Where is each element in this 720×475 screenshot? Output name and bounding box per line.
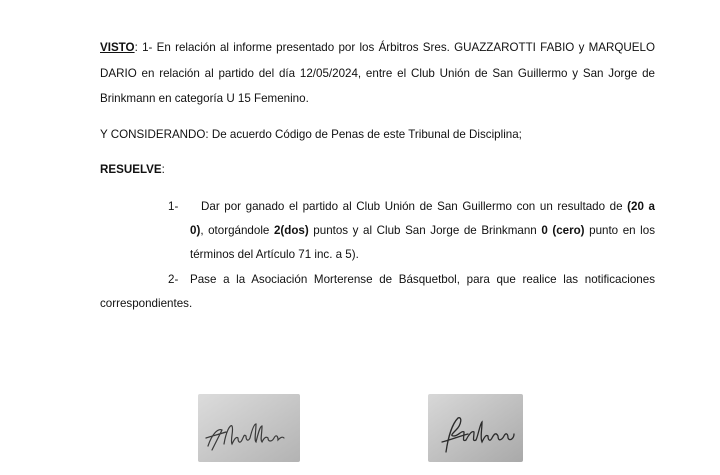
resuelve-colon: : (161, 163, 165, 176)
item-1-line-1 (201, 200, 655, 214)
item-1-points-sanjorge: 0 (cero) (541, 224, 585, 237)
signature-right-image (428, 394, 523, 462)
visto-text: : 1- En relación al informe presentado por los Árbitros Sres. GUAZZAROTTI FABIO y MARQUELO (134, 41, 655, 54)
visto-label: VISTO (100, 41, 135, 54)
resuelve-label: RESUELVE (100, 163, 162, 176)
considerando-paragraph: Y CONSIDERANDO: De acuerdo Código de Penas de este Tribunal de Disciplina; (100, 128, 522, 141)
visto-line-3: Brinkmann en categoría U 15 Femenino. (100, 92, 309, 105)
visto-line-1 (100, 41, 655, 55)
item-1-text-d: punto en los (584, 224, 655, 237)
item-1-text-b: , otorgándole (200, 224, 274, 237)
item-1-line-2 (190, 224, 655, 238)
item-1-text-c: puntos y al Club San Jorge de Brinkmann (308, 224, 542, 237)
item-1-number: 1- (168, 200, 179, 213)
item-1-points-union: 2(dos) (273, 224, 309, 237)
signature-left-image (198, 394, 300, 462)
item-1-line-3: términos del Artículo 71 inc. a 5). (190, 248, 359, 261)
item-2-line-1: Pase a la Asociación Morterense de Básquetbol, para que realice las notificaciones (190, 273, 655, 286)
resuelve-heading (100, 163, 165, 177)
signature-left (198, 394, 300, 462)
signature-right (428, 394, 523, 462)
visto-line-2: DARIO en relación al partido del día 12/05/2024, entre el Club Unión de San Guillermo y San Jorge de (100, 67, 655, 80)
item-1-score-a: (20 a (627, 200, 655, 213)
item-1-score-b: 0) (190, 224, 201, 237)
item-2-number: 2- (168, 273, 179, 286)
item-1-text-a: Dar por ganado el partido al Club Unión de San Guillermo con un resultado de (201, 200, 628, 213)
item-2-line-2: correspondientes. (100, 297, 193, 310)
